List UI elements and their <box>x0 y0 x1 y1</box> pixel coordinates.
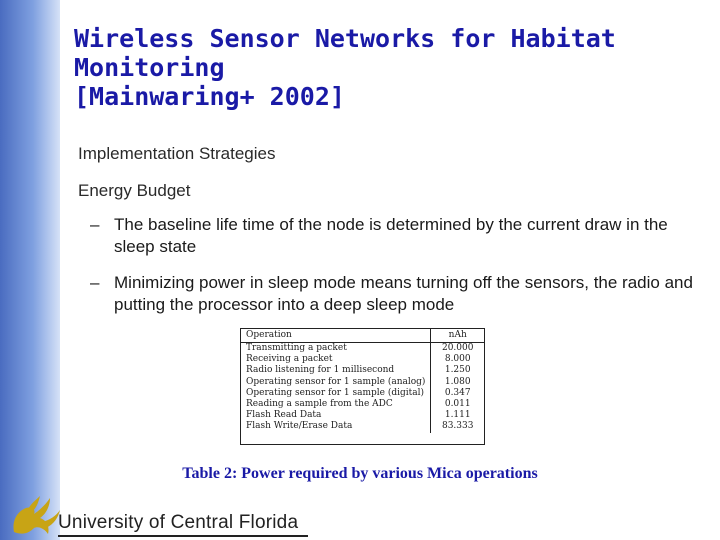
slide-title <box>74 24 694 111</box>
table-row <box>241 421 484 432</box>
cell-operation: Operating sensor for 1 sample (digital) <box>246 387 424 398</box>
table-row <box>241 388 484 399</box>
cell-operation: Flash Read Data <box>246 410 322 421</box>
title-line-3: [Mainwaring+ 2002] <box>74 82 345 111</box>
cell-value: 0.011 <box>431 399 484 410</box>
logo-underline <box>58 535 308 537</box>
title-line-1: Wireless Sensor Networks for Habitat <box>74 24 616 53</box>
cell-operation: Reading a sample from the ADC <box>246 399 393 410</box>
cell-operation: Flash Write/Erase Data <box>246 421 353 432</box>
power-table <box>240 328 485 445</box>
table-row <box>241 343 484 355</box>
table-header-row <box>241 329 484 343</box>
cell-operation: Transmitting a packet <box>246 343 347 353</box>
column-header-nah: nAh <box>431 329 484 343</box>
cell-value: 83.333 <box>431 421 484 432</box>
table-row <box>241 410 484 421</box>
bullet-text: The baseline life time of the node is determined by the current draw in the sleep state <box>114 215 668 256</box>
table-row <box>241 365 484 376</box>
side-gradient-bar <box>0 0 60 540</box>
table-row <box>241 354 484 365</box>
cell-value: 1.080 <box>431 377 484 388</box>
cell-value: 1.250 <box>431 365 484 376</box>
cell-operation: Operating sensor for 1 sample (analog) <box>246 376 426 387</box>
title-line-2: Monitoring <box>74 53 225 82</box>
cell-value: 0.347 <box>431 388 484 399</box>
bullet-dash: – <box>90 215 100 234</box>
bullet-text: Minimizing power in sleep mode means turning off the sensors, the radio and putting the processor into a deep sleep mode <box>114 273 693 314</box>
heading-implementation: Implementation Strategies <box>78 144 276 163</box>
table-caption: Table 2: Power required by various Mica operations <box>182 465 538 482</box>
cell-value: 20.000 <box>431 343 484 355</box>
university-logo-text: University of Central Florida <box>58 512 299 533</box>
table-row <box>241 399 484 410</box>
column-header-operation: Operation <box>241 329 431 343</box>
cell-operation: Radio listening for 1 millisecond <box>246 365 395 376</box>
cell-value: 8.000 <box>431 354 484 365</box>
table-row <box>241 377 484 388</box>
heading-energy-budget: Energy Budget <box>78 181 191 200</box>
cell-operation: Receiving a packet <box>246 354 333 365</box>
cell-value: 1.111 <box>431 410 484 421</box>
bullet-dash: – <box>90 273 100 292</box>
